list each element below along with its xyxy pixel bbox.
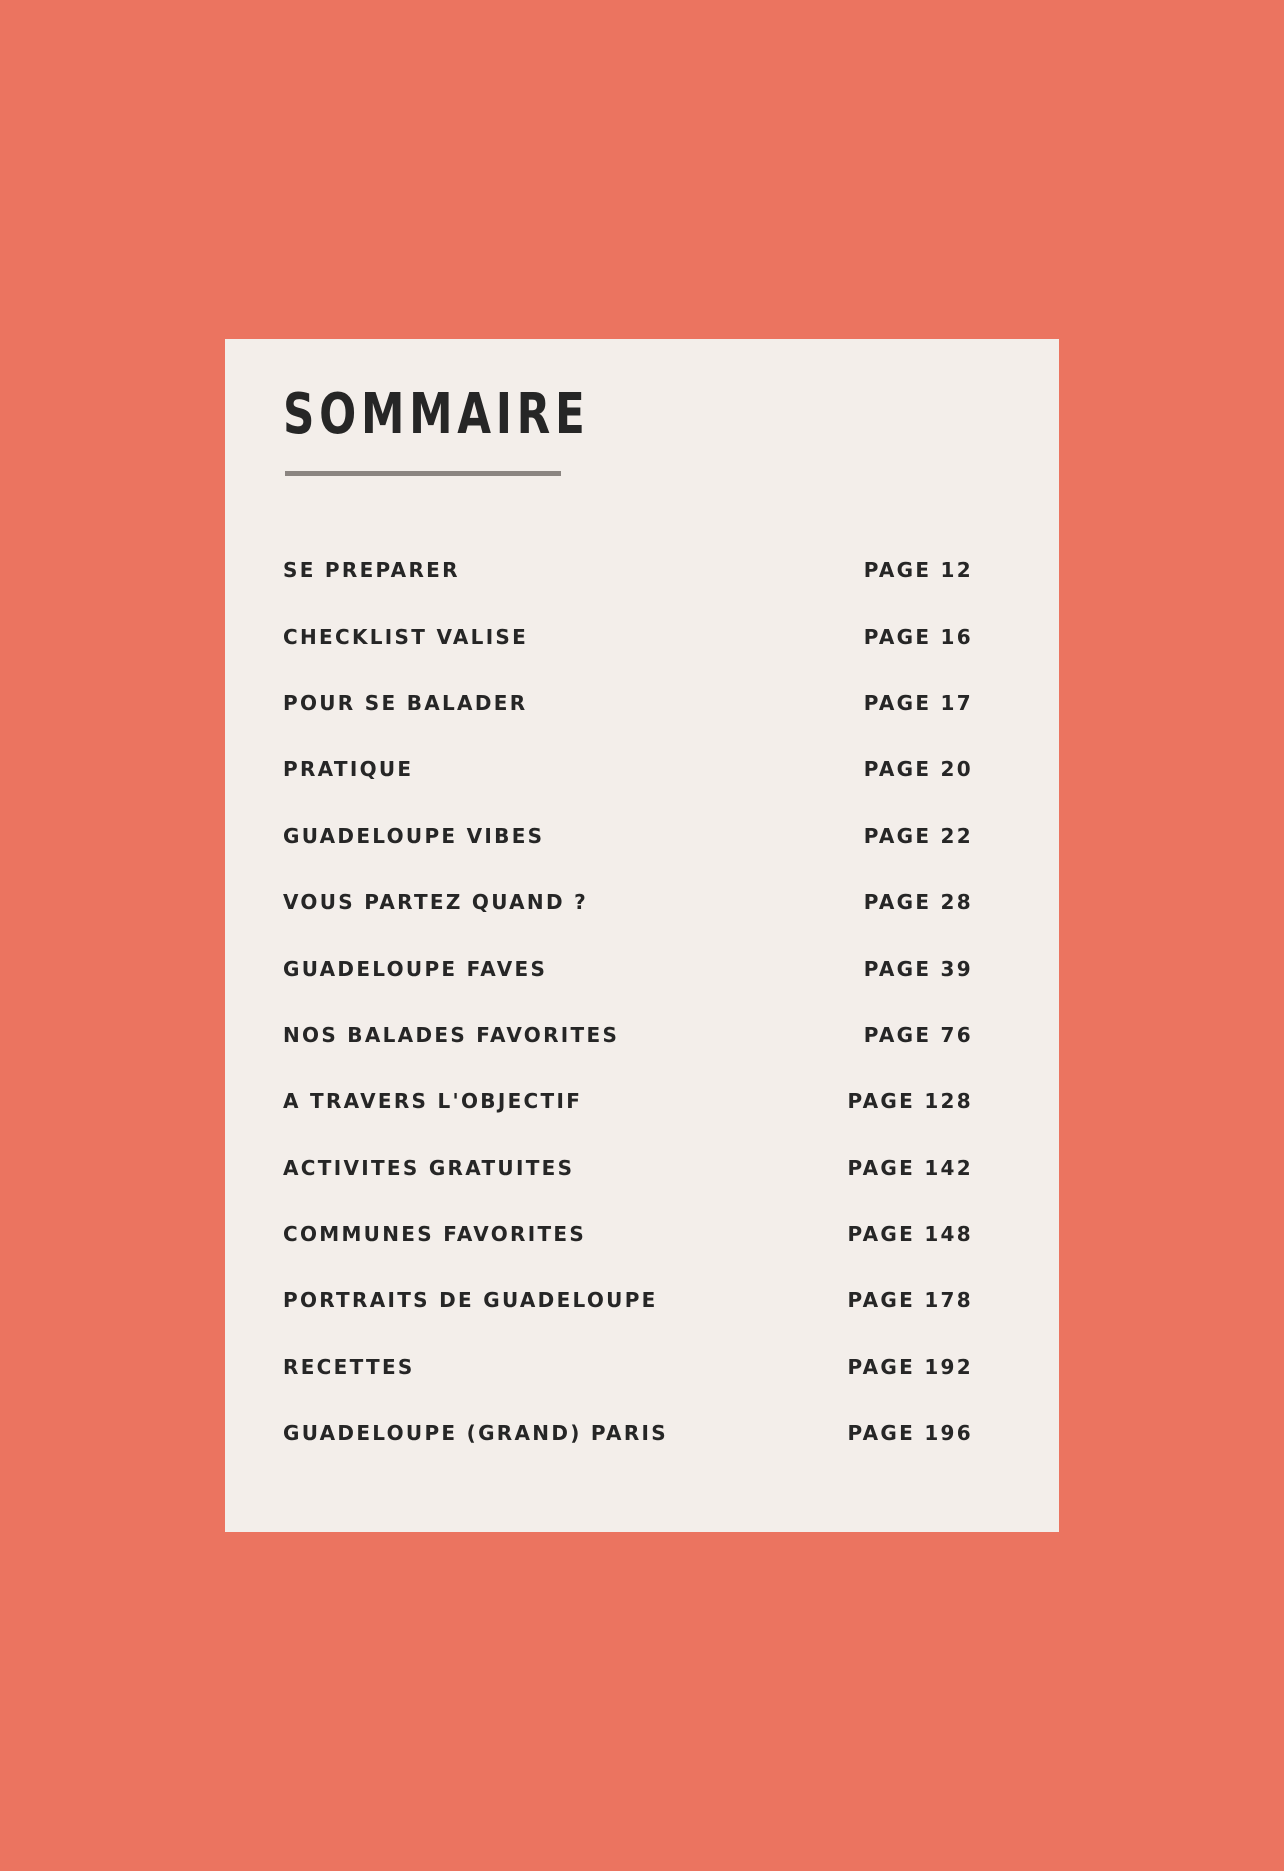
toc-entry[interactable] [283, 537, 973, 603]
toc-entry-label: PORTRAITS DE GUADELOUPE [283, 1288, 658, 1313]
toc-entry-page: PAGE 128 [847, 1089, 973, 1114]
toc-entry-page: PAGE 20 [863, 757, 973, 782]
toc-entry-page: PAGE 76 [863, 1022, 973, 1047]
toc-entry-page: PAGE 196 [847, 1421, 973, 1446]
title-underline [285, 471, 561, 476]
toc-entry-page: PAGE 17 [863, 690, 973, 715]
toc-entry-page: PAGE 39 [863, 956, 973, 981]
toc-entry-page: PAGE 22 [863, 823, 973, 848]
toc-entry-page: PAGE 178 [847, 1288, 973, 1313]
toc-entry-label: SE PREPARER [283, 558, 460, 583]
toc-entry[interactable] [283, 1201, 973, 1267]
toc-entry[interactable] [283, 736, 973, 802]
toc-entry-label: RECETTES [283, 1354, 415, 1379]
toc-entry[interactable] [283, 869, 973, 935]
toc-entry-label: COMMUNES FAVORITES [283, 1222, 587, 1247]
toc-entry[interactable] [283, 803, 973, 869]
toc-entry-page: PAGE 148 [847, 1222, 973, 1247]
toc-entry[interactable] [283, 1135, 973, 1201]
toc-entry-page: PAGE 142 [847, 1155, 973, 1180]
toc-entry[interactable] [283, 1334, 973, 1400]
toc-entry[interactable] [283, 603, 973, 669]
toc-entry-label: PRATIQUE [283, 757, 414, 782]
toc-entry-label: POUR SE BALADER [283, 690, 528, 715]
toc-entry-page: PAGE 16 [863, 624, 973, 649]
toc-entry-label: NOS BALADES FAVORITES [283, 1022, 620, 1047]
toc-entry-page: PAGE 28 [863, 890, 973, 915]
toc-entry-page: PAGE 12 [863, 558, 973, 583]
toc-entry[interactable] [283, 1267, 973, 1333]
toc-entry-label: ACTIVITES GRATUITES [283, 1155, 575, 1180]
toc-list [283, 537, 973, 1466]
toc-entry-label: GUADELOUPE FAVES [283, 956, 548, 981]
toc-entry-label: A TRAVERS L'OBJECTIF [283, 1089, 583, 1114]
toc-entry[interactable] [283, 1400, 973, 1466]
toc-entry[interactable] [283, 935, 973, 1001]
table-of-contents-card [225, 339, 1059, 1532]
toc-entry[interactable] [283, 1068, 973, 1134]
toc-entry-page: PAGE 192 [847, 1354, 973, 1379]
toc-entry[interactable] [283, 670, 973, 736]
toc-entry-label: VOUS PARTEZ QUAND ? [283, 890, 589, 915]
page-title: SOMMAIRE [283, 382, 590, 447]
toc-entry-label: CHECKLIST VALISE [283, 624, 529, 649]
toc-entry[interactable] [283, 1002, 973, 1068]
toc-entry-label: GUADELOUPE (GRAND) PARIS [283, 1421, 668, 1446]
toc-entry-label: GUADELOUPE VIBES [283, 823, 545, 848]
